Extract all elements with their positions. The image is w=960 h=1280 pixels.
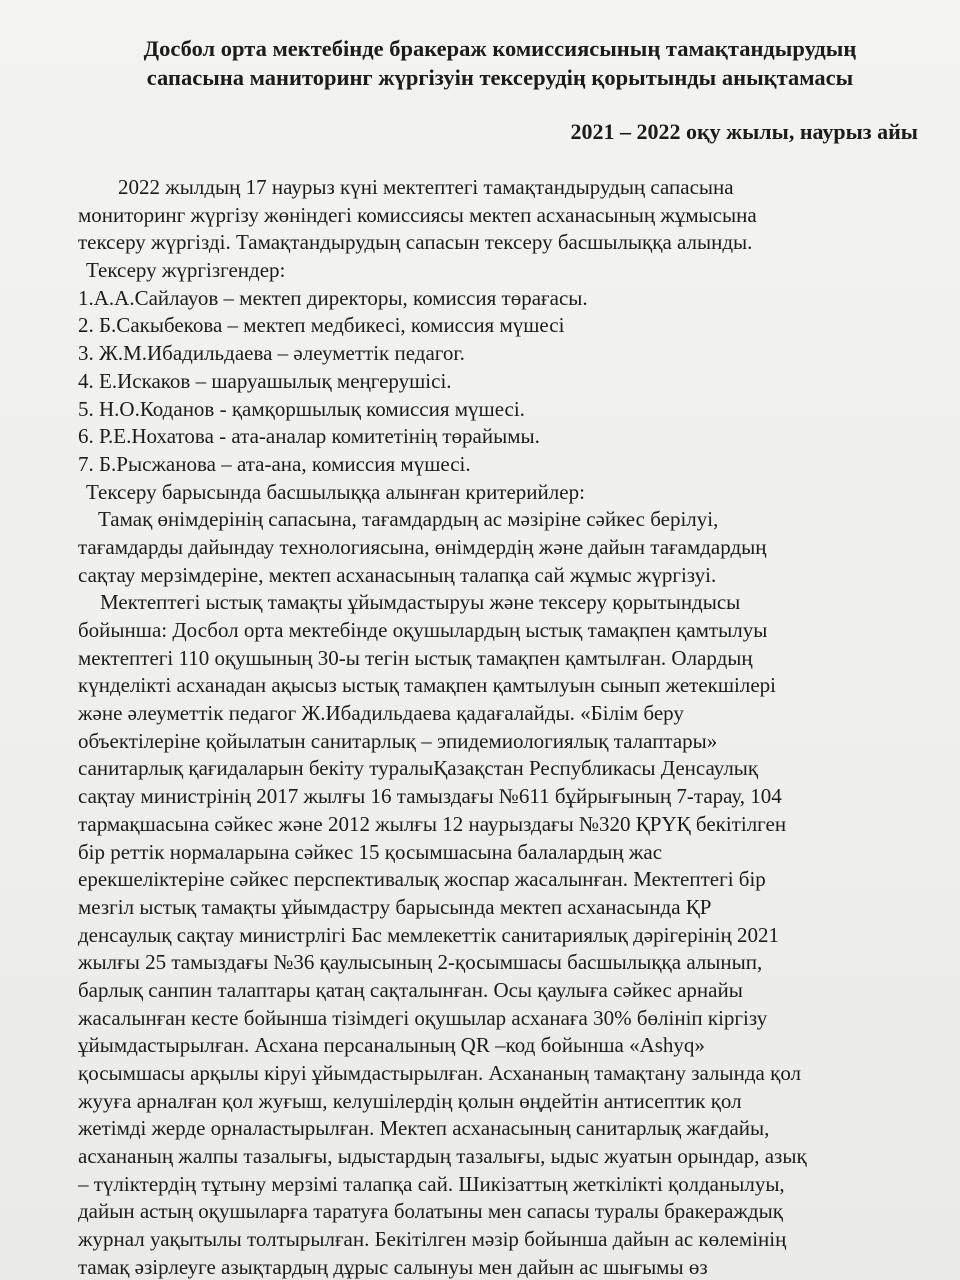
results-line: дайын астың оқушыларға таратуға болатыны мен сапасы туралы бракераждық xyxy=(78,1199,783,1224)
results-line: тамақ әзірлеуге азықтардың дұрыс салынуы мен дайын ас шығымы өз xyxy=(78,1254,708,1279)
inspector-item: 4. Е.Искаков – шаруашылық меңгерушісі. xyxy=(78,368,452,393)
academic-year-date: 2021 – 2022 оқу жылы, наурыз айы xyxy=(570,119,918,144)
results-line: барлық санпин талаптары қатаң сақталынған. Осы қаулыға сәйкес арнайы xyxy=(78,977,743,1002)
document-body xyxy=(78,174,940,1280)
document-title xyxy=(60,34,940,92)
results-line: денсаулық сақтау министрлігі Бас мемлекеттік санитариялық дәрігерінің 2021 xyxy=(78,922,779,947)
intro-line: 2022 жылдың 17 наурыз күні мектептегі тамақтандырудың сапасына xyxy=(118,175,734,199)
inspector-item: 6. Р.Е.Нохатова - ата-аналар комитетінің төрайымы. xyxy=(78,424,540,449)
results-line: асхананың жалпы тазалығы, ыдыстардың тазалығы, ыдыс жуатын орындар, азық xyxy=(78,1144,807,1169)
inspectors-heading: Тексеру жүргізгендер: xyxy=(86,258,286,283)
criteria-line: сақтау мерзімдеріне, мектеп асханасының талапқа сай жұмыс жүргізуі. xyxy=(78,562,717,587)
results-line: Мектептегі ыстық тамақты ұйымдастыруы және тексеру қорытындысы xyxy=(100,590,741,615)
results-line: жасалынған кесте бойынша тізімдегі оқушылар асханаға 30% бөлініп кіргізу xyxy=(78,1005,768,1030)
criteria-line: тағамдарды дайындау технологиясына, өнімдердің және дайын тағамдардың xyxy=(78,534,767,559)
results-line: мезгіл ыстық тамақты ұйымдастру барысында мектеп асханасында ҚР xyxy=(78,894,712,919)
results-line: жууға арналған қол жуғыш, келушілердің қолын өңдейтін антисептик қол xyxy=(78,1088,742,1113)
results-line: санитарлық қағидаларын бекіту туралыҚазақстан Республикасы Денсаулық xyxy=(78,756,759,781)
intro-line: мониторинг жүргізу жөніндегі комиссиясы мектеп асханасының жұмысына xyxy=(78,202,757,227)
inspector-item: 2. Б.Сакыбекова – мектеп медбикесі, комиссия мүшесі xyxy=(78,313,565,338)
results-line: жетімді жерде орналастырылған. Мектеп асханасының санитарлық жағдайы, xyxy=(78,1116,770,1141)
results-line: сақтау министрінің 2017 жылғы 16 тамыздағы №611 бұйрығының 7-тарау, 104 xyxy=(78,784,782,809)
results-line: жылғы 25 тамыздағы №36 қаулысының 2-қосымшасы басшылыққа алынып, xyxy=(78,950,763,975)
title-line-2: сапасына маниторинг жүргізуін тексерудің қорытынды анықтамасы xyxy=(146,65,854,90)
results-line: мектептегі 110 оқушының 30-ы тегін ыстық тамақпен қамтылған. Олардың xyxy=(78,645,753,670)
criteria-line: Тамақ өнімдерінің сапасына, тағамдардың ас мәзіріне сәйкес берілуі, xyxy=(98,507,719,532)
results-line: тармақшасына сәйкес және 2012 жылғы 12 наурыздағы №320 ҚРҮҚ бекітілген xyxy=(78,811,787,836)
title-line-1: Досбол орта мектебінде бракераж комиссиясының тамақтандырудың xyxy=(143,36,857,61)
inspector-item: 3. Ж.М.Ибадильдаева – әлеуметтік педагог. xyxy=(78,341,465,366)
criteria-heading: Тексеру барысында басшылыққа алынған критерийлер: xyxy=(86,479,585,504)
results-line: – түліктердің тұтыну мерзімі талапқа сай. Шикізаттың жеткілікті қолданылуы, xyxy=(78,1171,785,1196)
results-line: және әлеуметтік педагог Ж.Ибадильдаева қадағалайды. «Білім беру xyxy=(78,701,684,726)
results-line: журнал уақытылы толтырылған. Бекітілген мәзір бойынша дайын ас көлемінің xyxy=(78,1227,787,1252)
results-line: бойынша: Досбол орта мектебінде оқушылардың ыстық тамақпен қамтылуы xyxy=(78,618,768,642)
inspector-item: 5. Н.О.Коданов - қамқоршылық комиссия мүшесі. xyxy=(78,396,525,421)
results-line: ұйымдастырылған. Асхана персаналының QR –код бойынша «Ashyq» xyxy=(78,1033,705,1058)
results-line: объектілеріне қойылатын санитарлық – эпидемиологиялық талаптары» xyxy=(78,728,718,753)
results-line: бір реттік нормаларына сәйкес 15 қосымшасына балалардың жас xyxy=(78,839,663,864)
results-line: қосымшасы арқылы кіруі ұйымдастырылған. Асхананың тамақтану залында қол xyxy=(78,1061,802,1085)
results-line: күнделікті асханадан ақысыз ыстық тамақпен қамтылуын сынып жетекшілері xyxy=(78,673,776,698)
intro-line: тексеру жүргізді. Тамақтандырудың сапасын тексеру басшылыққа алынды. xyxy=(78,230,753,255)
inspector-item: 1.А.А.Сайлауов – мектеп директоры, комиссия төрағасы. xyxy=(78,285,588,310)
inspector-item: 7. Б.Рысжанова – ата-ана, комиссия мүшесі. xyxy=(78,451,471,476)
results-line: ерекшеліктеріне сәйкес перспективалық жоспар жасалынған. Мектептегі бір xyxy=(78,867,766,892)
